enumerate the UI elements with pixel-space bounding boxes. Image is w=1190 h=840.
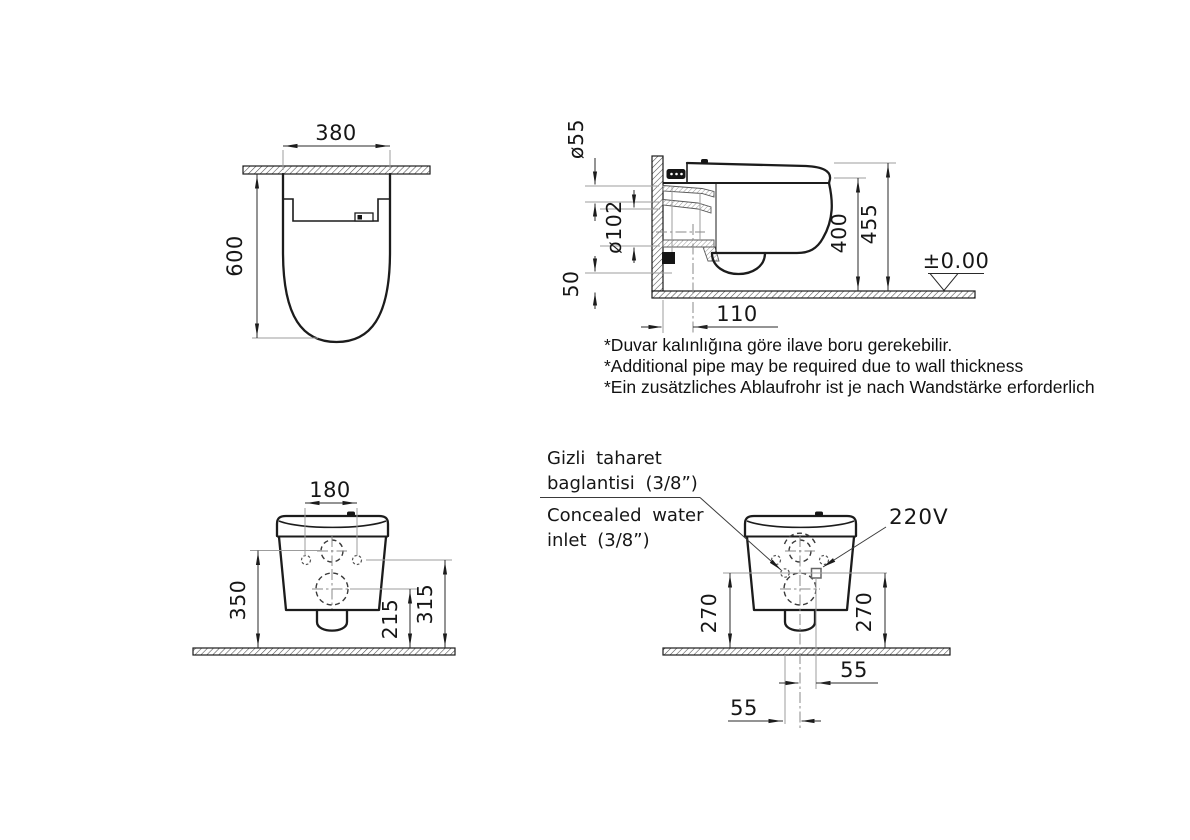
cistern-lid-front [277,516,388,536]
dim-inlet-height-text: 350 [226,579,250,621]
seat-lid-profile [687,163,830,183]
fixing-hole-right [353,556,362,565]
dim-inlet-height [226,551,322,649]
bowl-side-profile [712,183,832,253]
bowl-underside-arc [712,253,765,274]
plug-pin-icon [675,173,678,176]
seat-recess-plan [283,199,390,221]
note-turkish: *Duvar kalınlığına göre ilave boru gerekebilir. [604,335,953,355]
front-view-connections [540,448,950,731]
floor-level-marker [923,249,990,291]
toilet-front-left [277,512,388,631]
bowl-outline-plan [283,174,390,342]
floor-hatch-front-left [193,648,455,655]
dim-floor-gap-text: 50 [559,270,583,298]
inlet-label-en-2: inlet (3/8”) [547,530,650,551]
dim-offset-right [779,658,878,683]
dim-hole-spacing-text: 180 [309,478,351,502]
wall-section-hatch [243,166,430,174]
control-unit-dot [358,215,363,220]
lid-bump-b [815,512,823,517]
front-view-fixing [193,478,455,655]
dim-outlet-pipe [600,190,660,263]
note-german: *Ein zusätzliches Ablaufrohr ist je nach Wandstärke erforderlich [604,377,1095,397]
floor-level-text: ±0.00 [922,249,990,273]
floor-hatch-side [652,291,975,298]
dim-outlet-pipe-text: ø102 [602,200,626,254]
dim-inlet-pipe-text: ø55 [564,118,588,160]
water-inlet-callout [540,448,781,570]
plug-pin-icon [670,173,673,176]
fixing-bracket [662,252,675,264]
dim-offset-left [728,696,821,721]
side-view [559,119,989,333]
plug-pin-icon [680,173,683,176]
seat-hinge-bump [701,159,708,164]
inlet-label-tr-1: Gizli taharet [547,448,662,469]
dim-outlet-height [350,589,417,648]
floor-hatch-front-right [663,648,950,655]
dim-plan-width [283,121,390,170]
dim-plan-width-text: 380 [315,121,357,145]
dim-plan-depth [223,174,318,338]
dim-offset-right-text: 55 [840,658,868,682]
dim-offset-left-text: 55 [730,696,758,720]
plan-view [223,121,430,342]
lid-bump [347,512,355,517]
level-triangle-icon [930,274,958,291]
inlet-label-en-1: Concealed water [547,505,704,526]
dim-outlet-height-text: 215 [378,598,402,640]
wall-hatch-side [652,156,663,291]
dim-holes-height-text: 315 [413,583,437,625]
dim-total-height-text: 455 [857,203,881,245]
notes-block [604,335,1095,397]
inlet-label-tr-2: baglantisi (3/8”) [547,473,698,494]
toilet-side-profile [662,159,832,274]
dim-rim-height-text: 400 [827,212,851,254]
toilet-front-right [745,512,856,732]
dim-plan-depth-text: 600 [223,235,247,277]
dim-height-right-text: 270 [852,591,876,633]
power-label: 220V [889,505,949,530]
dim-height-left-text: 270 [697,592,721,634]
dim-height-right [852,573,885,648]
fixing-hole-right-b [820,556,829,565]
note-english: *Additional pipe may be required due to wall thickness [604,356,1024,376]
bowl-outlet-front [317,610,347,631]
dim-outlet-distance [641,300,778,333]
dim-outlet-distance-text: 110 [716,302,758,326]
fixing-hole-left [302,556,311,565]
